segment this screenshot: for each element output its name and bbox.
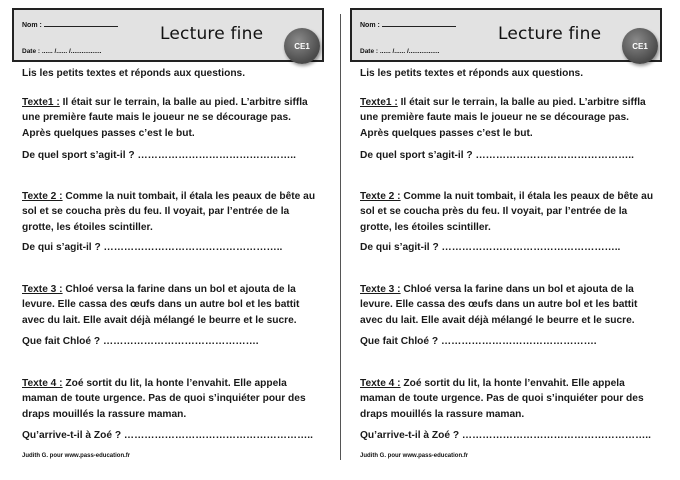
text-label: Texte1 : bbox=[22, 97, 60, 108]
header-box bbox=[12, 8, 324, 62]
text-2 bbox=[360, 189, 660, 235]
name-field bbox=[360, 22, 456, 29]
text-label: Texte 2 : bbox=[360, 191, 401, 202]
text-label: Texte 3 : bbox=[22, 284, 63, 295]
worksheet-title: Lecture fine bbox=[160, 24, 264, 44]
date-field: Date : ...... /...... /................. bbox=[22, 48, 102, 55]
text-body: Chloé versa la farine dans un bol et ajouta de la levure. Elle cassa des œufs dans un autre bol et les battit avec du lait. Elle avait déjà mélangé le beurre et le sucre. bbox=[22, 284, 300, 326]
text-4 bbox=[22, 376, 322, 422]
worksheet bbox=[0, 0, 336, 480]
question-3: Que fait Chloé ? ………………………………………. bbox=[360, 336, 597, 347]
text-2 bbox=[22, 189, 322, 235]
text-3 bbox=[360, 282, 660, 328]
text-1 bbox=[22, 95, 322, 141]
text-3 bbox=[22, 282, 322, 328]
text-label: Texte 4 : bbox=[22, 378, 63, 389]
date-field: Date : ...... /...... /................. bbox=[360, 48, 440, 55]
question-1: De quel sport s’agit-il ? ……………………………………….. bbox=[360, 150, 634, 161]
worksheet bbox=[338, 0, 674, 480]
header-box bbox=[350, 8, 662, 62]
name-label: Nom : bbox=[22, 22, 42, 29]
text-4 bbox=[360, 376, 660, 422]
text-body: Zoé sortit du lit, la honte l’envahit. Elle appela maman de toute urgence. Pas de quoi s’inquiéter pour des draps mouillés la rassure maman. bbox=[22, 378, 306, 420]
question-2: De qui s’agit-il ? …………………………………………….. bbox=[360, 242, 621, 253]
text-body: Il était sur le terrain, la balle au pied. L’arbitre siffla une première faute mais le joueur ne se décourage pas. Après quelques passes c’est le but. bbox=[360, 97, 646, 139]
text-body: Il était sur le terrain, la balle au pied. L’arbitre siffla une première faute mais le joueur ne se décourage pas. Après quelques passes c’est le but. bbox=[22, 97, 308, 139]
question-4: Qu’arrive-t-il à Zoé ? ……………………………………………….. bbox=[360, 430, 651, 441]
text-label: Texte 3 : bbox=[360, 284, 401, 295]
name-line bbox=[382, 26, 456, 27]
text-body: Comme la nuit tombait, il étala les peaux de bête au sol et se coucha près du feu. Il voyait, par l’entrée de la grotte, les étoiles scintiller. bbox=[22, 191, 316, 233]
text-label: Texte 4 : bbox=[360, 378, 401, 389]
text-body: Chloé versa la farine dans un bol et ajouta de la levure. Elle cassa des œufs dans un autre bol et les battit avec du lait. Elle avait déjà mélangé le beurre et le sucre. bbox=[360, 284, 638, 326]
level-badge: CE1 bbox=[284, 28, 320, 64]
text-1 bbox=[360, 95, 660, 141]
text-label: Texte1 : bbox=[360, 97, 398, 108]
text-body: Zoé sortit du lit, la honte l’envahit. Elle appela maman de toute urgence. Pas de quoi s’inquiéter pour des draps mouillés la rassure maman. bbox=[360, 378, 644, 420]
page-divider bbox=[340, 14, 341, 460]
question-4: Qu’arrive-t-il à Zoé ? ……………………………………………….. bbox=[22, 430, 313, 441]
name-label: Nom : bbox=[360, 22, 380, 29]
text-label: Texte 2 : bbox=[22, 191, 63, 202]
name-field bbox=[22, 22, 118, 29]
footer-credit: Judith G. pour www.pass-education.fr bbox=[360, 453, 469, 459]
level-badge: CE1 bbox=[622, 28, 658, 64]
question-1: De quel sport s’agit-il ? ……………………………………….. bbox=[22, 150, 296, 161]
worksheet-title: Lecture fine bbox=[498, 24, 602, 44]
instruction: Lis les petits textes et réponds aux questions. bbox=[22, 68, 246, 79]
instruction: Lis les petits textes et réponds aux questions. bbox=[360, 68, 584, 79]
question-2: De qui s’agit-il ? …………………………………………….. bbox=[22, 242, 283, 253]
footer-credit: Judith G. pour www.pass-education.fr bbox=[22, 453, 131, 459]
text-body: Comme la nuit tombait, il étala les peaux de bête au sol et se coucha près du feu. Il voyait, par l’entrée de la grotte, les étoiles scintiller. bbox=[360, 191, 654, 233]
question-3: Que fait Chloé ? ………………………………………. bbox=[22, 336, 259, 347]
name-line bbox=[44, 26, 118, 27]
